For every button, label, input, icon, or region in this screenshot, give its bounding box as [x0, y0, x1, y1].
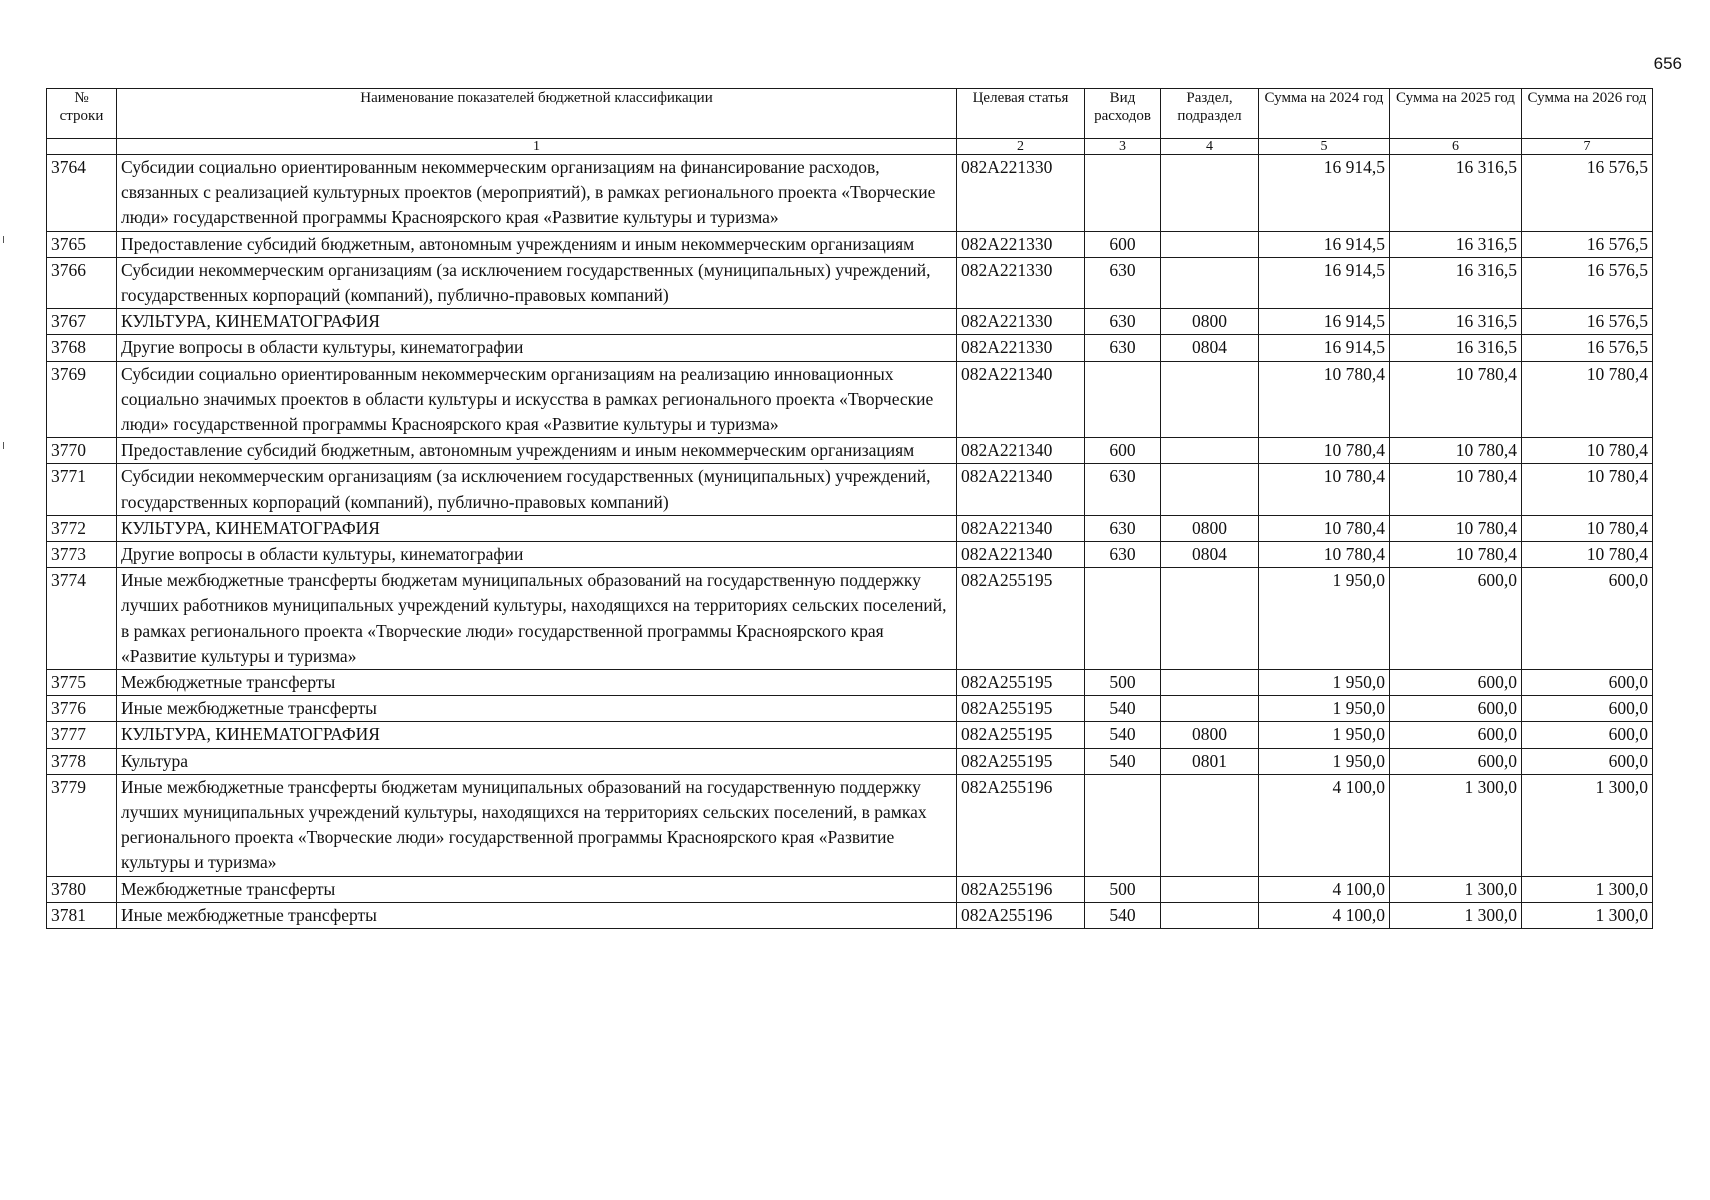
target-article-cell: 082A221330	[957, 257, 1085, 308]
column-number: 3	[1085, 139, 1161, 155]
sum-2024-cell: 1 950,0	[1259, 748, 1390, 774]
section-cell: 0800	[1161, 722, 1259, 748]
column-number: 1	[117, 139, 957, 155]
indicator-name-cell: Субсидии некоммерческим организациям (за исключением государственных (муниципальных) учреждений, государственных корпораций (компаний), публично-правовых компаний)	[117, 464, 957, 515]
sum-2026-cell: 16 576,5	[1522, 155, 1653, 232]
indicator-name-cell: Предоставление субсидий бюджетным, автономным учреждениям и иным некоммерческим организациям	[117, 438, 957, 464]
row-number-cell: 3764	[47, 155, 117, 232]
header-sum-2025: Сумма на 2025 год	[1390, 89, 1522, 139]
sum-2024-cell: 4 100,0	[1259, 876, 1390, 902]
expense-type-cell: 630	[1085, 257, 1161, 308]
target-article-cell: 082A255196	[957, 902, 1085, 928]
column-number: 6	[1390, 139, 1522, 155]
row-number-cell: 3773	[47, 542, 117, 568]
section-cell	[1161, 902, 1259, 928]
sum-2024-cell: 16 914,5	[1259, 231, 1390, 257]
row-number-cell: 3767	[47, 309, 117, 335]
table-row	[47, 231, 1653, 257]
sum-2026-cell: 10 780,4	[1522, 361, 1653, 438]
indicator-name-cell: Субсидии некоммерческим организациям (за исключением государственных (муниципальных) учреждений, государственных корпораций (компаний), публично-правовых компаний)	[117, 257, 957, 308]
table-row	[47, 696, 1653, 722]
expense-type-cell: 500	[1085, 876, 1161, 902]
indicator-name-cell: Межбюджетные трансферты	[117, 670, 957, 696]
row-number-cell: 3780	[47, 876, 117, 902]
target-article-cell: 082A221340	[957, 464, 1085, 515]
table-row	[47, 748, 1653, 774]
sum-2026-cell: 600,0	[1522, 722, 1653, 748]
indicator-name-cell: Субсидии социально ориентированным некоммерческим организациям на финансирование расходов, связанных с реализацией культурных проектов (мероприятий), в рамках регионального проекта «Творческие люди» государственной программы Красноярского края «Развитие культуры и туризма»	[117, 155, 957, 232]
row-number-cell: 3779	[47, 774, 117, 876]
header-row-number: № строки	[47, 89, 117, 139]
sum-2024-cell: 1 950,0	[1259, 568, 1390, 670]
table-row	[47, 438, 1653, 464]
column-number: 7	[1522, 139, 1653, 155]
table-row	[47, 464, 1653, 515]
sum-2026-cell: 1 300,0	[1522, 774, 1653, 876]
sum-2024-cell: 4 100,0	[1259, 902, 1390, 928]
column-number: 5	[1259, 139, 1390, 155]
expense-type-cell: 630	[1085, 542, 1161, 568]
sum-2025-cell: 16 316,5	[1390, 231, 1522, 257]
expense-type-cell	[1085, 568, 1161, 670]
sum-2026-cell: 1 300,0	[1522, 902, 1653, 928]
sum-2024-cell: 16 914,5	[1259, 257, 1390, 308]
expense-type-cell	[1085, 361, 1161, 438]
target-article-cell: 082A221340	[957, 438, 1085, 464]
indicator-name-cell: Иные межбюджетные трансферты бюджетам муниципальных образований на государственную поддержку лучших работников муниципальных учреждений культуры, находящихся на территориях сельских поселений, в рамках регионального проекта «Творческие люди» государственной программы Красноярского края «Развитие культуры и туризма»	[117, 568, 957, 670]
table-row	[47, 361, 1653, 438]
table-row	[47, 309, 1653, 335]
expense-type-cell: 630	[1085, 515, 1161, 541]
sum-2025-cell: 10 780,4	[1390, 361, 1522, 438]
table-row	[47, 876, 1653, 902]
sum-2025-cell: 10 780,4	[1390, 438, 1522, 464]
target-article-cell: 082A221340	[957, 361, 1085, 438]
sum-2024-cell: 16 914,5	[1259, 335, 1390, 361]
expense-type-cell: 540	[1085, 722, 1161, 748]
sum-2025-cell: 600,0	[1390, 670, 1522, 696]
column-number: 2	[957, 139, 1085, 155]
sum-2026-cell: 10 780,4	[1522, 515, 1653, 541]
table-row	[47, 902, 1653, 928]
row-number-cell: 3771	[47, 464, 117, 515]
sum-2025-cell: 10 780,4	[1390, 542, 1522, 568]
sum-2024-cell: 1 950,0	[1259, 670, 1390, 696]
column-number: 4	[1161, 139, 1259, 155]
indicator-name-cell: Другие вопросы в области культуры, кинематографии	[117, 335, 957, 361]
sum-2025-cell: 16 316,5	[1390, 309, 1522, 335]
sum-2026-cell: 16 576,5	[1522, 309, 1653, 335]
sum-2025-cell: 10 780,4	[1390, 515, 1522, 541]
sum-2026-cell: 600,0	[1522, 748, 1653, 774]
section-cell	[1161, 696, 1259, 722]
section-cell: 0800	[1161, 515, 1259, 541]
header-sum-2026: Сумма на 2026 год	[1522, 89, 1653, 139]
table-row	[47, 774, 1653, 876]
column-number-blank	[47, 139, 117, 155]
expense-type-cell: 540	[1085, 696, 1161, 722]
section-cell	[1161, 464, 1259, 515]
table-row	[47, 515, 1653, 541]
sum-2026-cell: 10 780,4	[1522, 464, 1653, 515]
row-number-cell: 3774	[47, 568, 117, 670]
sum-2026-cell: 10 780,4	[1522, 542, 1653, 568]
indicator-name-cell: КУЛЬТУРА, КИНЕМАТОГРАФИЯ	[117, 309, 957, 335]
target-article-cell: 082A221340	[957, 542, 1085, 568]
sum-2025-cell: 600,0	[1390, 568, 1522, 670]
section-cell: 0804	[1161, 335, 1259, 361]
section-cell: 0801	[1161, 748, 1259, 774]
section-cell	[1161, 231, 1259, 257]
row-number-cell: 3776	[47, 696, 117, 722]
sum-2025-cell: 16 316,5	[1390, 155, 1522, 232]
section-cell	[1161, 257, 1259, 308]
target-article-cell: 082A255195	[957, 722, 1085, 748]
sum-2024-cell: 10 780,4	[1259, 438, 1390, 464]
sum-2025-cell: 1 300,0	[1390, 902, 1522, 928]
row-number-cell: 3768	[47, 335, 117, 361]
expense-type-cell: 600	[1085, 438, 1161, 464]
table-row	[47, 257, 1653, 308]
sum-2025-cell: 16 316,5	[1390, 257, 1522, 308]
table-row	[47, 542, 1653, 568]
sum-2024-cell: 10 780,4	[1259, 515, 1390, 541]
section-cell	[1161, 876, 1259, 902]
sum-2024-cell: 1 950,0	[1259, 696, 1390, 722]
indicator-name-cell: КУЛЬТУРА, КИНЕМАТОГРАФИЯ	[117, 515, 957, 541]
sum-2024-cell: 16 914,5	[1259, 309, 1390, 335]
row-number-cell: 3778	[47, 748, 117, 774]
indicator-name-cell: Иные межбюджетные трансферты	[117, 902, 957, 928]
sum-2025-cell: 10 780,4	[1390, 464, 1522, 515]
header-indicator-name: Наименование показателей бюджетной классификации	[117, 89, 957, 139]
row-number-cell: 3775	[47, 670, 117, 696]
indicator-name-cell: Субсидии социально ориентированным некоммерческим организациям на реализацию инновационных социально значимых проектов в области культуры и искусства в рамках регионального проекта «Творческие люди» государственной программы Красноярского края «Развитие культуры и туризма»	[117, 361, 957, 438]
expense-type-cell: 540	[1085, 902, 1161, 928]
sum-2026-cell: 600,0	[1522, 670, 1653, 696]
sum-2024-cell: 10 780,4	[1259, 464, 1390, 515]
sum-2024-cell: 10 780,4	[1259, 542, 1390, 568]
sum-2024-cell: 1 950,0	[1259, 722, 1390, 748]
target-article-cell: 082A221330	[957, 155, 1085, 232]
table-row	[47, 722, 1653, 748]
sum-2026-cell: 1 300,0	[1522, 876, 1653, 902]
row-number-cell: 3766	[47, 257, 117, 308]
section-cell	[1161, 670, 1259, 696]
table-body	[47, 155, 1653, 929]
target-article-cell: 082A255196	[957, 876, 1085, 902]
expense-type-cell: 630	[1085, 464, 1161, 515]
row-number-cell: 3765	[47, 231, 117, 257]
sum-2024-cell: 16 914,5	[1259, 155, 1390, 232]
indicator-name-cell: Предоставление субсидий бюджетным, автономным учреждениям и иным некоммерческим организациям	[117, 231, 957, 257]
indicator-name-cell: Другие вопросы в области культуры, кинематографии	[117, 542, 957, 568]
sum-2024-cell: 4 100,0	[1259, 774, 1390, 876]
section-cell	[1161, 774, 1259, 876]
expense-type-cell	[1085, 155, 1161, 232]
sum-2025-cell: 600,0	[1390, 722, 1522, 748]
sum-2025-cell: 1 300,0	[1390, 774, 1522, 876]
expense-type-cell: 600	[1085, 231, 1161, 257]
sum-2026-cell: 600,0	[1522, 568, 1653, 670]
section-cell: 0800	[1161, 309, 1259, 335]
table-row	[47, 155, 1653, 232]
target-article-cell: 082A255195	[957, 748, 1085, 774]
target-article-cell: 082A255195	[957, 696, 1085, 722]
budget-table	[46, 88, 1653, 929]
expense-type-cell	[1085, 774, 1161, 876]
indicator-name-cell: Иные межбюджетные трансферты бюджетам муниципальных образований на государственную поддержку лучших муниципальных учреждений культуры, находящихся на территориях сельских поселений, в рамках регионального проекта «Творческие люди» государственной программы Красноярского края «Развитие культуры и туризма»	[117, 774, 957, 876]
header-section: Раздел, подраздел	[1161, 89, 1259, 139]
indicator-name-cell: Иные межбюджетные трансферты	[117, 696, 957, 722]
indicator-name-cell: КУЛЬТУРА, КИНЕМАТОГРАФИЯ	[117, 722, 957, 748]
target-article-cell: 082A221330	[957, 309, 1085, 335]
page-number: 656	[1653, 54, 1682, 73]
target-article-cell: 082A255195	[957, 670, 1085, 696]
sum-2026-cell: 600,0	[1522, 696, 1653, 722]
expense-type-cell: 630	[1085, 309, 1161, 335]
row-number-cell: 3769	[47, 361, 117, 438]
header-sum-2024: Сумма на 2024 год	[1259, 89, 1390, 139]
sum-2025-cell: 600,0	[1390, 696, 1522, 722]
header-target-article: Целевая статья	[957, 89, 1085, 139]
target-article-cell: 082A221330	[957, 335, 1085, 361]
section-cell	[1161, 155, 1259, 232]
section-cell	[1161, 361, 1259, 438]
row-number-cell: 3781	[47, 902, 117, 928]
scan-edge-mark	[3, 442, 4, 449]
target-article-cell: 082A255196	[957, 774, 1085, 876]
expense-type-cell: 540	[1085, 748, 1161, 774]
target-article-cell: 082A221330	[957, 231, 1085, 257]
expense-type-cell: 500	[1085, 670, 1161, 696]
section-cell	[1161, 568, 1259, 670]
row-number-cell: 3777	[47, 722, 117, 748]
table-row	[47, 670, 1653, 696]
sum-2025-cell: 16 316,5	[1390, 335, 1522, 361]
sum-2024-cell: 10 780,4	[1259, 361, 1390, 438]
table-row	[47, 335, 1653, 361]
row-number-cell: 3770	[47, 438, 117, 464]
sum-2026-cell: 16 576,5	[1522, 335, 1653, 361]
scan-edge-mark	[3, 236, 4, 243]
expense-type-cell: 630	[1085, 335, 1161, 361]
section-cell	[1161, 438, 1259, 464]
sum-2026-cell: 16 576,5	[1522, 257, 1653, 308]
section-cell: 0804	[1161, 542, 1259, 568]
indicator-name-cell: Культура	[117, 748, 957, 774]
target-article-cell: 082A255195	[957, 568, 1085, 670]
indicator-name-cell: Межбюджетные трансферты	[117, 876, 957, 902]
header-expense-type: Вид расходов	[1085, 89, 1161, 139]
sum-2025-cell: 600,0	[1390, 748, 1522, 774]
sum-2026-cell: 10 780,4	[1522, 438, 1653, 464]
table-header	[47, 89, 1653, 155]
target-article-cell: 082A221340	[957, 515, 1085, 541]
table-row	[47, 568, 1653, 670]
sum-2025-cell: 1 300,0	[1390, 876, 1522, 902]
row-number-cell: 3772	[47, 515, 117, 541]
sum-2026-cell: 16 576,5	[1522, 231, 1653, 257]
